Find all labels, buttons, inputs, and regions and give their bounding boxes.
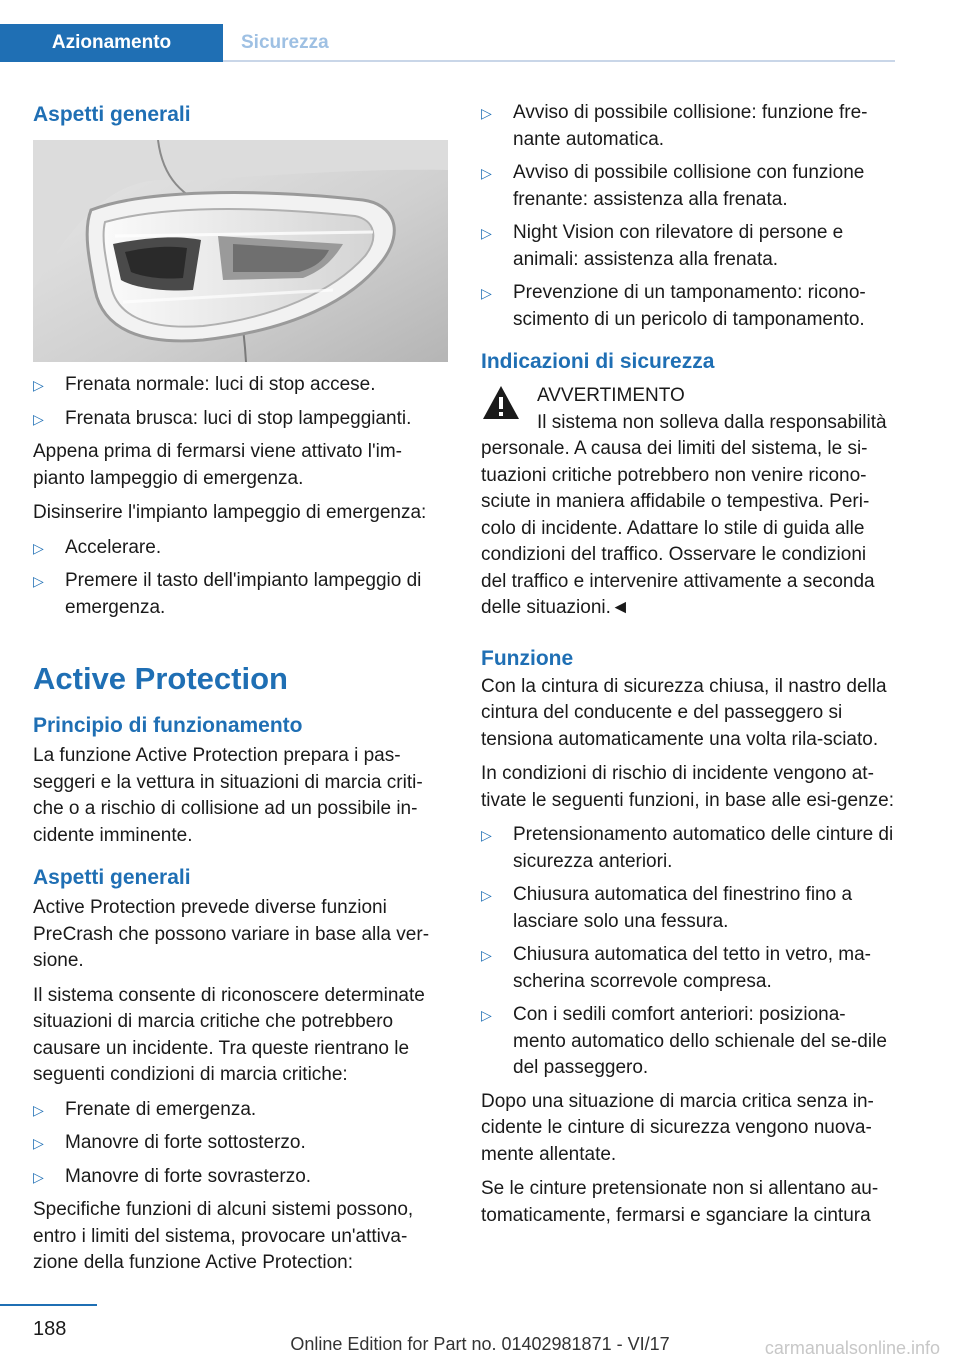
tab-azionamento[interactable]: Azionamento <box>0 24 223 62</box>
bullet-icon: ▷ <box>481 827 492 843</box>
heading-aspetti-generali: Aspetti generali <box>33 103 191 126</box>
warning-block <box>481 383 896 622</box>
heading-principio: Principio di funzionamento <box>33 714 303 737</box>
list-item: ▷ Frenata normale: luci di stop accese. <box>33 372 448 399</box>
bullet-icon: ▷ <box>481 1007 492 1023</box>
paragraph: Active Protection prevede diverse funzioni PreCrash che possono variare in base alla ver-sione. <box>33 897 430 971</box>
hazard-off-list <box>33 535 448 622</box>
bullet-icon: ▷ <box>481 947 492 963</box>
left-column <box>33 100 448 1285</box>
bullet-icon: ▷ <box>481 165 492 181</box>
list-item: ▷ Chiusura automatica del finestrino fino a lasciare solo una fessura. <box>481 884 853 932</box>
right-column <box>481 100 896 1237</box>
bullet-icon: ▷ <box>33 1135 44 1151</box>
list-item: ▷ Pretensionamento automatico delle cinture di sicurezza anteriori. <box>481 824 894 872</box>
list-item: ▷ Frenata brusca: luci di stop lampeggianti. <box>33 406 448 433</box>
paragraph: Dopo una situazione di marcia critica senza in-cidente le cinture di sicurezza vengono nuova-mente allentate. <box>481 1090 874 1165</box>
paragraph: Se le cinture pretensionate non si allentano au-tomaticamente, fermarsi e sganciare la cintura <box>481 1178 879 1226</box>
paragraph: Disinserire l'impianto lampeggio di emergenza: <box>33 502 427 523</box>
section-title-active-protection: Active Protection <box>33 661 288 696</box>
activated-functions-list <box>481 822 896 1082</box>
heading-funzione: Funzione <box>481 646 574 670</box>
bullet-icon: ▷ <box>33 539 44 556</box>
list-item: ▷ Avviso di possibile collisione con funzione frenante: assistenza alla frenata. <box>481 162 865 210</box>
list-item: ▷ Chiusura automatica del tetto in vetro, ma-scherina scorrevole compresa. <box>481 944 872 992</box>
brake-light-list <box>33 372 448 432</box>
precrash-systems-list <box>481 100 896 333</box>
bullet-icon: ▷ <box>481 105 492 121</box>
bullet-icon: ▷ <box>481 285 492 301</box>
list-item: ▷ Premere il tasto dell'impianto lampeggio di emergenza. <box>33 570 422 618</box>
bullet-icon: ▷ <box>33 1168 44 1185</box>
paragraph: Specifiche funzioni di alcuni sistemi possono, entro i limiti del sistema, provocare un'attiva-zione della funzione Active Protection: <box>33 1199 414 1273</box>
list-item: ▷ Con i sedili comfort anteriori: posiziona-mento automatico dello schienale del se-dile del passeggero. <box>481 1004 887 1078</box>
edition-footer: Online Edition for Part no. 01402981871 - VI/17 <box>290 1334 670 1354</box>
page-number: 188 <box>33 1318 67 1340</box>
bullet-icon: ▷ <box>33 410 44 427</box>
list-item: ▷ Night Vision con rilevatore di persone e animali: assistenza alla frenata. <box>481 222 844 270</box>
paragraph: Con la cintura di sicurezza chiusa, il nastro della cintura del conducente e del passeggero si tensiona automaticamente una volta rila-sciato. <box>481 675 887 750</box>
header-tabs <box>0 24 895 62</box>
warning-triangle-icon <box>481 383 521 423</box>
tab-divider <box>223 60 895 62</box>
bullet-icon: ▷ <box>481 225 492 241</box>
bullet-icon: ▷ <box>33 377 44 393</box>
heading-indicazioni: Indicazioni di sicurezza <box>481 350 715 373</box>
heading-aspetti-generali-2: Aspetti generali <box>33 866 191 889</box>
bullet-icon: ▷ <box>33 573 44 589</box>
tail-light-illustration <box>33 140 448 362</box>
paragraph: La funzione Active Protection prepara i pas-seggeri e la vettura in situazioni di marcia criti-che o a rischio di collisione ad un possibile in-cidente imminente. <box>33 745 423 846</box>
list-item: ▷ Frenate di emergenza. <box>33 1097 448 1124</box>
list-item: ▷ Accelerare. <box>33 535 448 562</box>
bullet-icon: ▷ <box>481 887 492 903</box>
paragraph: In condizioni di rischio di incidente vengono at-tivate le seguenti funzioni, in base alle esi-genze: <box>481 763 894 811</box>
tab-sicurezza[interactable]: Sicurezza <box>241 32 329 53</box>
list-item: ▷ Prevenzione di un tamponamento: ricono-scimento di un pericolo di tamponamento. <box>481 282 866 330</box>
warning-text: Il sistema non solleva dalla responsabilità personale. A causa dei limiti del sistema, le si-tuazioni critiche potrebbero non venire ricono-sciute in maniera affidabile o tempestiva. Peri-colo di incidente. Adattare lo stile di guida alle condizioni del traffico. Osservare le condizioni del traffico e intervenire attivamente a seconda delle situazioni.◄ <box>481 411 887 618</box>
critical-conditions-list <box>33 1097 448 1191</box>
watermark: carmanualsonline.info <box>764 1338 940 1358</box>
paragraph: Appena prima di fermarsi viene attivato l'im-pianto lampeggio di emergenza. <box>33 441 402 489</box>
bullet-icon: ▷ <box>33 1101 44 1118</box>
warning-title: AVVERTIMENTO <box>537 385 685 406</box>
list-item: ▷ Manovre di forte sovrasterzo. <box>33 1164 448 1191</box>
list-item: ▷ Manovre di forte sottosterzo. <box>33 1130 448 1157</box>
paragraph: Il sistema consente di riconoscere determinate situazioni di marcia critiche che potrebbero causare un incidente. Tra queste rientrano le seguenti condizioni di marcia critiche: <box>33 984 425 1085</box>
list-item: ▷ Avviso di possibile collisione: funzione fre-nante automatica. <box>481 102 868 150</box>
page-number-bar <box>0 1304 97 1306</box>
